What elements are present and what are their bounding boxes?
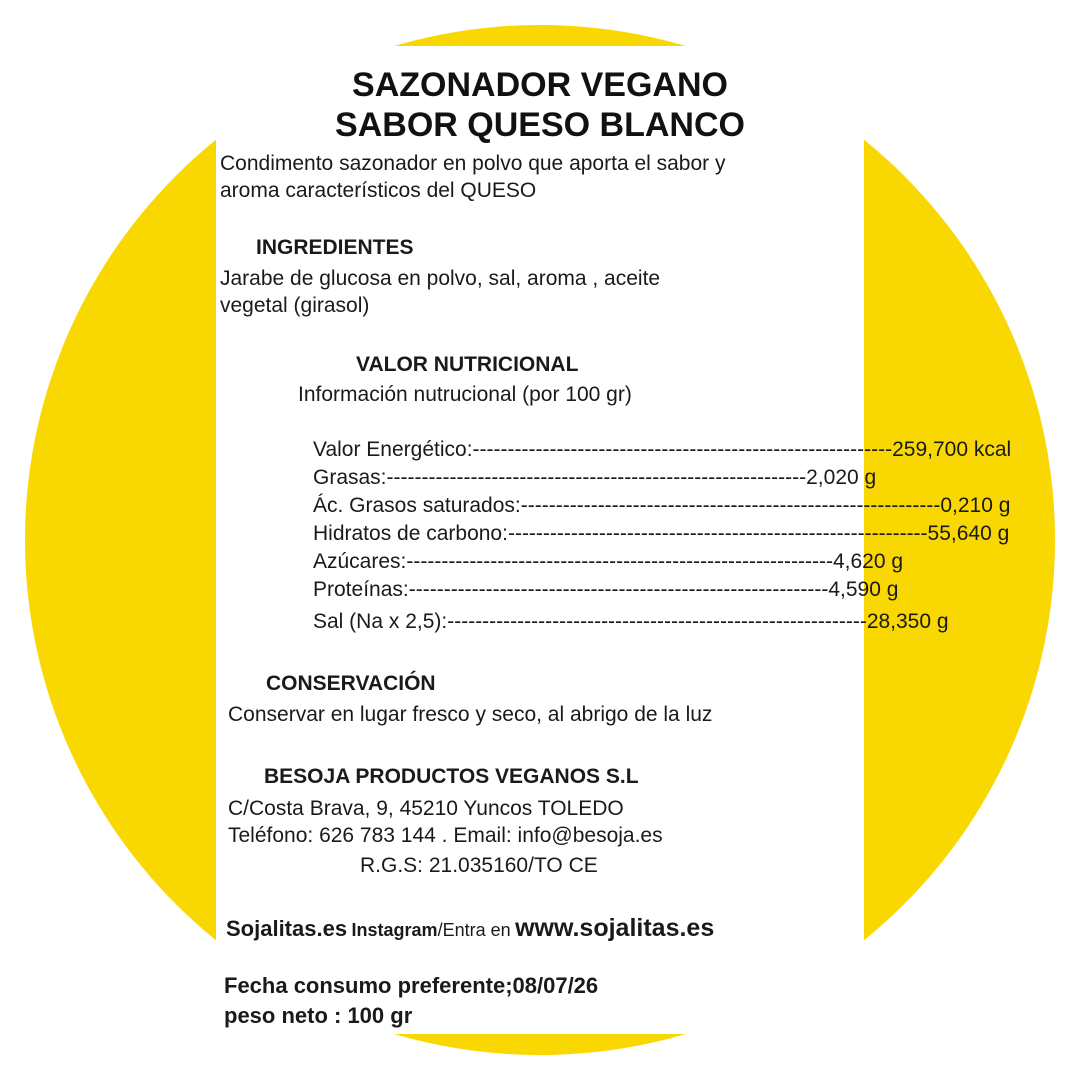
dot-leader: ------------------------------------------------------------ [447,610,867,633]
nutrition-row-value: -4,620 g [825,550,904,573]
title-line-1: SAZONADOR VEGANO [352,66,728,104]
nutrition-row-label: Ác. Grasos saturados: [313,494,521,517]
conservation-heading: CONSERVACIÓN [266,672,436,695]
nutrition-row-value: 28,350 g [866,610,949,633]
best-before-date: Fecha consumo preferente;08/07/26 [224,973,599,998]
dot-leader: ------------------------------------------------------------ [408,578,829,601]
nutrition-subheading: Información nutrucional (por 100 gr) [298,383,632,406]
nutrition-row [313,548,904,576]
entra-label: /Entra en [437,920,511,940]
product-label [216,46,1012,1034]
nutrition-row [313,608,949,636]
nutrition-row [313,436,1012,464]
nutrition-row-label: Hidratos de carbono: [313,522,508,545]
website-link[interactable]: www.sojalitas.es [515,914,715,942]
nutrition-row [313,576,899,604]
nutrition-row [313,492,1011,520]
ingredients-line-2: vegetal (girasol) [220,294,370,317]
nutrition-row-value: 259,700 kcal [892,438,1012,461]
nutrition-heading: VALOR NUTRICIONAL [356,353,579,376]
nutrition-row-value: 2,020 g [806,466,877,489]
conservation-text: Conservar en lugar fresco y seco, al abrigo de la luz [228,703,713,726]
company-rgs: R.G.S: 21.035160/TO CE [360,854,598,877]
ingredients-heading: INGREDIENTES [256,236,414,259]
ingredients-line-1: Jarabe de glucosa en polvo, sal, aroma , aceite [220,267,661,290]
brand-name: Sojalitas.es [226,916,348,941]
instagram-label: Instagram [351,920,438,940]
dot-leader: ------------------------------------------------------------ [507,522,928,545]
company-address: C/Costa Brava, 9, 45210 Yuncos TOLEDO [228,797,624,820]
dot-leader: ------------------------------------------------------------ [406,550,826,573]
description-line-2: aroma característicos del QUESO [220,179,537,202]
footer-web-line [226,910,714,950]
description-line-1: Condimento sazonador en polvo que aporta el sabor y [220,152,726,175]
dot-leader: ------------------------------------------------------------ [386,466,807,489]
nutrition-row-label: Proteínas: [313,578,409,601]
company-name: BESOJA PRODUCTOS VEGANOS S.L [264,765,639,788]
nutrition-row-value: 55,640 g [927,522,1010,545]
nutrition-row-value: 0,210 g [940,494,1011,517]
dot-leader: ------------------------------------------------------------ [472,438,893,461]
dot-leader: ------------------------------------------------------------ [520,494,941,517]
title-line-2: SABOR QUESO BLANCO [335,106,745,144]
nutrition-row-label: Azúcares: [313,550,407,573]
nutrition-row [313,464,877,492]
company-contact: Teléfono: 626 783 144 . Email: info@besoja.es [228,824,663,847]
nutrition-row-label: Grasas: [313,466,387,489]
nutrition-row-value: 4,590 g [828,578,899,601]
net-weight: peso neto : 100 gr [224,1003,413,1028]
nutrition-row [313,520,1010,548]
nutrition-row-label: Sal (Na x 2,5): [313,610,448,633]
nutrition-row-label: Valor Energético: [313,438,473,461]
